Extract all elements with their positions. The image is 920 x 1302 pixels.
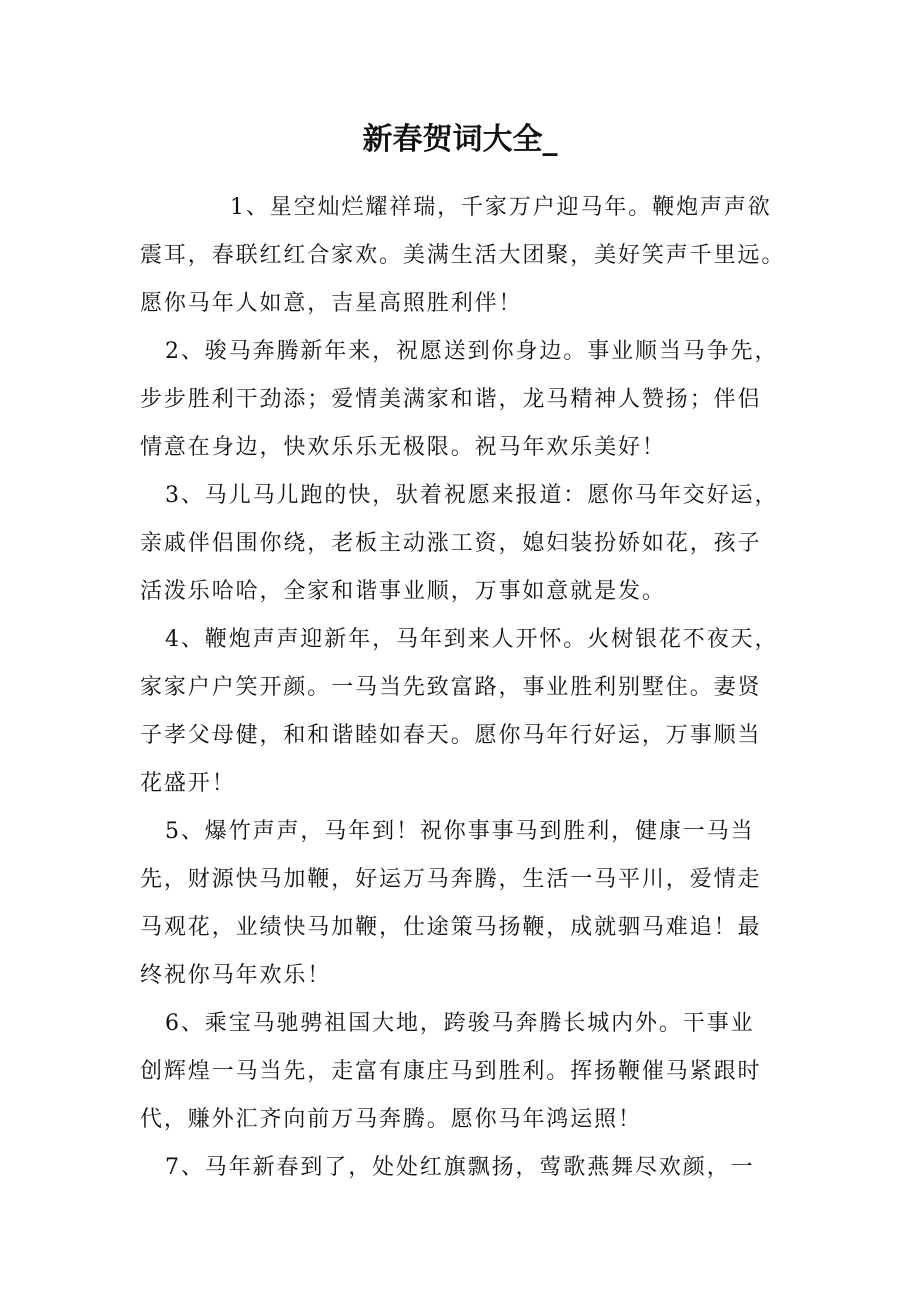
- text-line: 亲戚伴侣围你绕，老板主动涨工资，媳妇装扮娇如花，孩子: [140, 531, 762, 556]
- text-line: 震耳，春联红红合家欢。美满生活大团聚，美好笑声千里远。: [140, 243, 786, 268]
- text-line: 终祝你马年欢乐！: [140, 963, 332, 988]
- text-line: 4、鞭炮声声迎新年，马年到来人开怀。火树银花不夜天，: [165, 627, 779, 652]
- text-line: 子孝父母健，和和谐睦如春天。愿你马年行好运，万事顺当: [140, 723, 762, 748]
- text-line: 花盛开！: [140, 771, 236, 796]
- text-line: 活泼乐哈哈，全家和谐事业顺，万事如意就是发。: [140, 579, 666, 604]
- text-line: 3、马儿马儿跑的快，驮着祝愿来报道：愿你马年交好运，: [165, 483, 779, 508]
- text-line: 创辉煌一马当先，走富有康庄马到胜利。挥扬鞭催马紧跟时: [140, 1059, 762, 1084]
- text-line: 2、骏马奔腾新年来，祝愿送到你身边。事业顺当马争先，: [165, 339, 779, 364]
- text-line: 先，财源快马加鞭，好运万马奔腾，生活一马平川，爱情走: [140, 867, 762, 892]
- text-line: 7、马年新春到了，处处红旗飘扬，莺歌燕舞尽欢颜，一: [165, 1155, 755, 1180]
- text-line: 情意在身边，快欢乐乐无极限。祝马年欢乐美好！: [140, 435, 666, 460]
- text-line: 5、爆竹声声，马年到！祝你事事马到胜利，健康一马当: [165, 819, 755, 844]
- text-line: 步步胜利干劲添；爱情美满家和谐，龙马精神人赞扬；伴侣: [140, 387, 762, 412]
- document-title: 新春贺词大全_: [362, 122, 558, 157]
- text-line: 马观花，业绩快马加鞭，仕途策马扬鞭，成就驷马难追！最: [140, 915, 762, 940]
- text-line: 家家户户笑开颜。一马当先致富路，事业胜利别墅住。妻贤: [140, 675, 762, 700]
- text-line: 代，赚外汇齐向前万马奔腾。愿你马年鸿运照！: [140, 1107, 642, 1132]
- text-line: 愿你马年人如意，吉星高照胜利伴！: [140, 291, 523, 316]
- text-line: 1、星空灿烂耀祥瑞，千家万户迎马年。鞭炮声声欲: [230, 195, 772, 220]
- text-line: 6、乘宝马驰骋祖国大地，跨骏马奔腾长城内外。干事业: [165, 1011, 755, 1036]
